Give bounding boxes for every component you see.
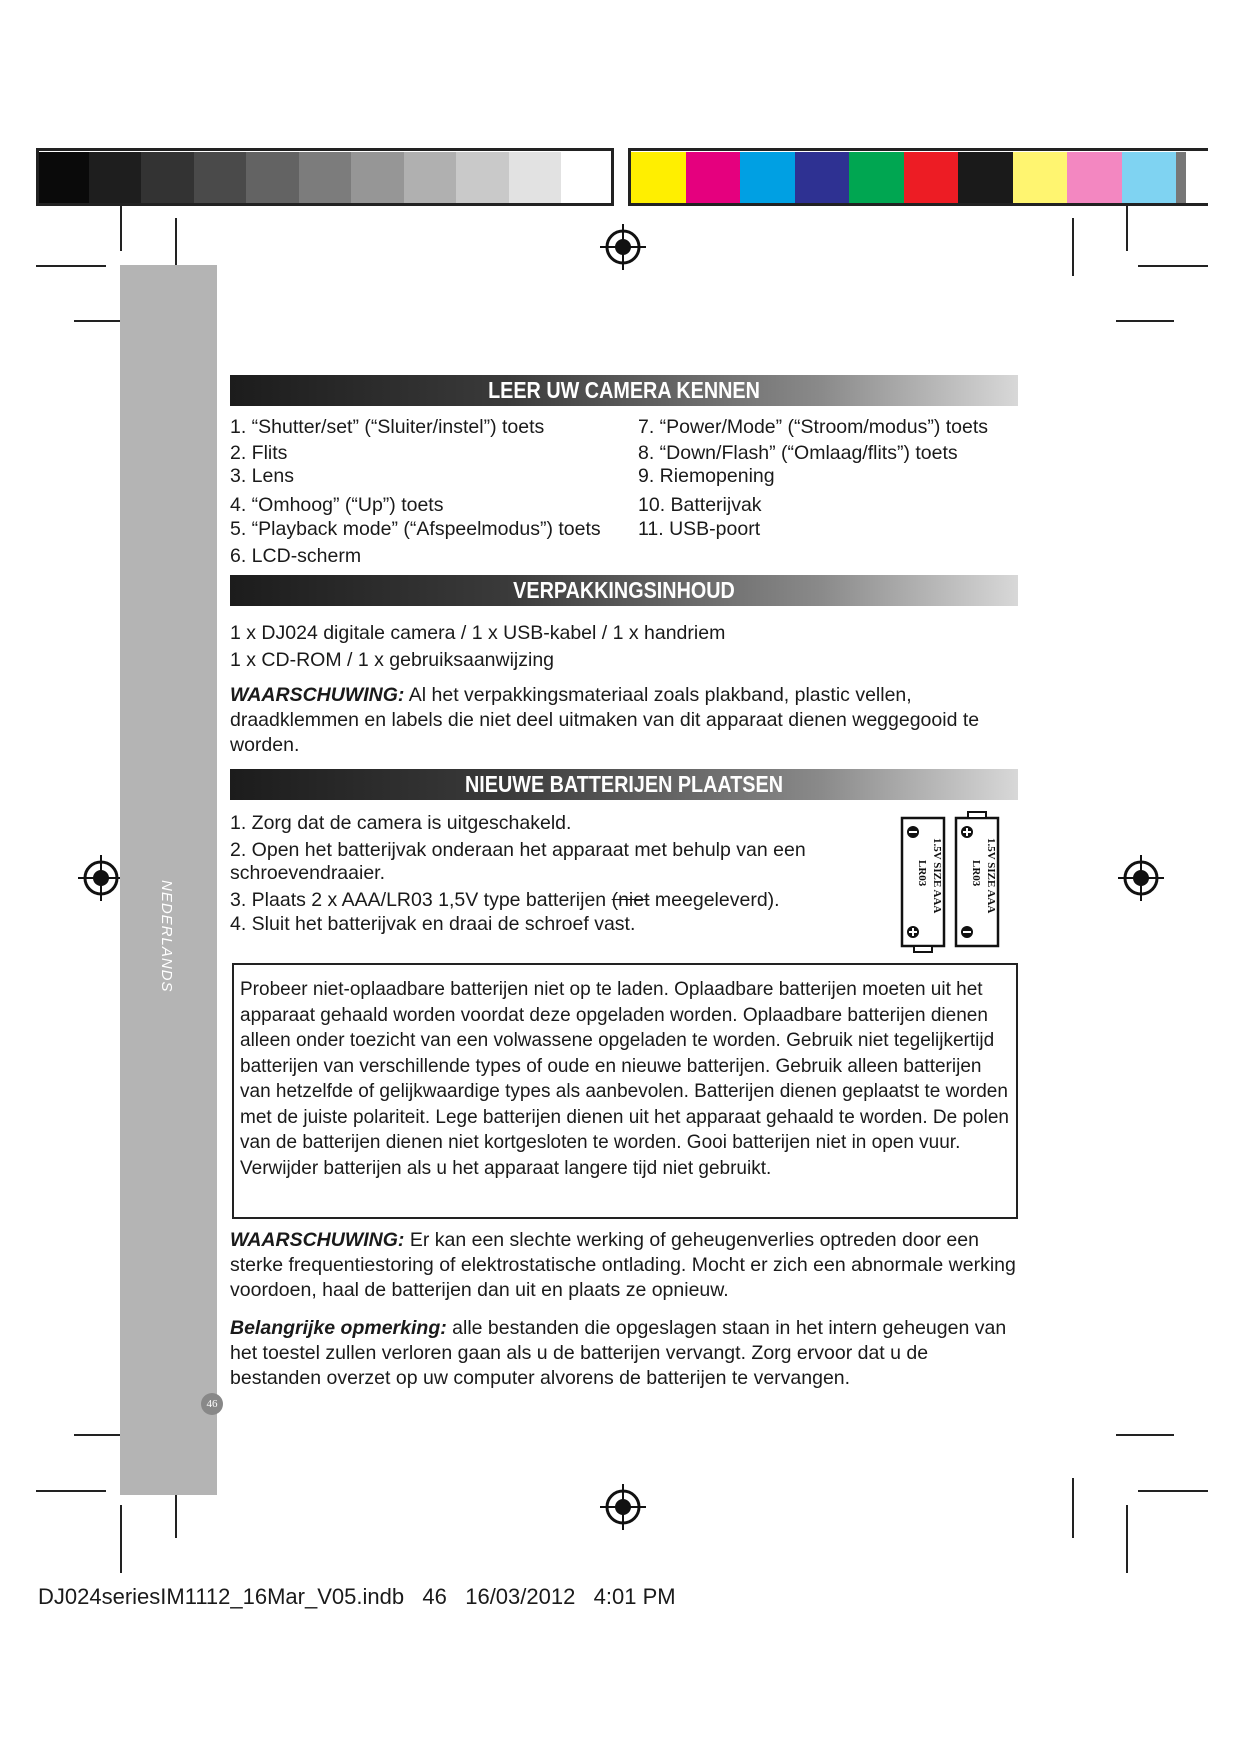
- packaging-warning: [230, 683, 1020, 758]
- section-title: VERPAKKINGSINHOUD: [513, 577, 735, 603]
- battery-illustration: [900, 810, 1006, 955]
- camera-part-item: 8. “Down/Flash” (“Omlaag/flits”) toets: [638, 442, 958, 464]
- warning-text: Er kan een slechte werking of geheugenverlies optreden door een sterke frequentiestoring of elektrostatische ontlading. Mocht er zich een abnormale werking voordoen, haal de batterijen dan uit en plaats ze opnieuw.: [230, 1229, 1016, 1301]
- warning-label: WAARSCHUWING:: [230, 684, 405, 706]
- registration-mark-icon: [600, 224, 646, 270]
- battery-label: 1.5V SIZE AAA: [985, 838, 997, 914]
- camera-part-item: 6. LCD-scherm: [230, 545, 362, 567]
- crop-mark: [1138, 265, 1208, 267]
- battery-label: LR03: [970, 860, 982, 887]
- crop-mark: [1072, 1478, 1074, 1538]
- camera-part-item: 11. USB-poort: [638, 518, 761, 540]
- crop-mark: [1126, 205, 1128, 251]
- warning-text: Al het verpakkingsmateriaal zoals plakband, plastic vellen, draadklemmen en labels die niet deel uitmaken van dit apparaat dienen weggegooid te worden.: [230, 684, 980, 756]
- section-header-camera: [230, 375, 1018, 406]
- crop-mark: [1138, 1490, 1208, 1492]
- page-number: 46: [201, 1393, 223, 1415]
- warning-label: WAARSCHUWING:: [230, 1229, 405, 1251]
- crop-mark: [1126, 1505, 1128, 1573]
- registration-mark-icon: [78, 855, 124, 901]
- camera-part-item: 10. Batterijvak: [638, 494, 762, 516]
- crop-mark: [1116, 320, 1174, 322]
- battery-step: 1. Zorg dat de camera is uitgeschakeld.: [230, 812, 572, 834]
- battery-step: 4. Sluit het batterijvak en draai de schroef vast.: [230, 913, 636, 935]
- crop-mark: [120, 205, 122, 251]
- section-title: NIEUWE BATTERIJEN PLAATSEN: [465, 771, 783, 797]
- camera-part-item: 1. “Shutter/set” (“Sluiter/instel”) toets: [230, 416, 545, 438]
- crop-mark: [1072, 218, 1074, 276]
- crop-mark: [120, 1505, 122, 1573]
- camera-part-item: 3. Lens: [230, 465, 294, 487]
- crop-mark: [36, 265, 106, 267]
- battery-step: schroevendraaier.: [230, 862, 386, 884]
- contents-line: 1 x CD-ROM / 1 x gebruiksaanwijzing: [230, 649, 555, 671]
- note-label: Belangrijke opmerking:: [230, 1317, 447, 1339]
- battery-icon: [902, 818, 944, 952]
- section-title: LEER UW CAMERA KENNEN: [488, 377, 760, 403]
- camera-part-item: 2. Flits: [230, 442, 288, 464]
- crop-mark: [36, 1490, 106, 1492]
- battery-step-struck: (niet: [611, 889, 650, 911]
- camera-part-item: 7. “Power/Mode” (“Stroom/modus”) toets: [638, 416, 989, 438]
- contents-line: 1 x DJ024 digitale camera / 1 x USB-kabel / 1 x handriem: [230, 622, 726, 644]
- camera-part-item: 4. “Omhoog” (“Up”) toets: [230, 494, 444, 516]
- important-note: [230, 1316, 1020, 1391]
- battery-label: LR03: [916, 860, 928, 887]
- battery-step: 2. Open het batterijvak onderaan het apparaat met behulp van een: [230, 839, 806, 861]
- battery-safety-text: Probeer niet-oplaadbare batterijen niet op te laden. Oplaadbare batterijen moeten uit het apparaat gehaald worden voordat deze opgeladen worden. Oplaadbare batterijen dienen alleen onder toezicht van een volwassene opgeladen te worden. Gebruik niet tegelijkertijd batterijen van verschillende types of oude en nieuwe batterijen. Gebruik alleen batterijen van hetzelfde of gelijkwaardige types als aanbevolen. Batterijen dienen geplaatst te worden met de juiste polariteit. Lege batterijen dienen uit het apparaat gehaald te worden. De polen van de batterijen dienen niet kortgesloten te worden. Gooi batterijen niet in open vuur. Verwijder batterijen als u het apparaat langere tijd niet gebruikt.: [240, 979, 1009, 1179]
- registration-mark-icon: [600, 1484, 646, 1530]
- camera-part-item: 5. “Playback mode” (“Afspeelmodus”) toets: [230, 518, 601, 540]
- battery-safety-box: [232, 963, 1018, 1219]
- battery-icon: [956, 812, 998, 946]
- section-header-contents: [230, 575, 1018, 606]
- interference-warning: [230, 1228, 1020, 1303]
- crop-mark: [1116, 1434, 1174, 1436]
- grayscale-bar-frame: [36, 148, 614, 206]
- camera-part-item: 9. Riemopening: [638, 465, 775, 487]
- registration-mark-icon: [1118, 855, 1164, 901]
- print-slug: DJ024seriesIM1112_16Mar_V05.indb 46 16/03/2012 4:01 PM: [38, 1584, 676, 1609]
- note-text: alle bestanden die opgeslagen staan in het intern geheugen van het toestel zullen verloren gaan als u de batterijen vervangt. Zorg ervoor dat u de bestanden overzet op uw computer alvorens de batterijen te vervangen.: [230, 1317, 1007, 1389]
- battery-label: 1.5V SIZE AAA: [931, 838, 943, 914]
- sidebar-language-label: NEDERLANDS: [158, 880, 175, 993]
- color-bar-frame: [628, 148, 1208, 206]
- section-header-batteries: [230, 769, 1018, 800]
- battery-step-text: meegeleverd).: [649, 889, 780, 911]
- battery-step: [230, 889, 780, 911]
- battery-step-text: 3. Plaats 2 x AAA/LR03 1,5V type batterijen: [230, 889, 612, 911]
